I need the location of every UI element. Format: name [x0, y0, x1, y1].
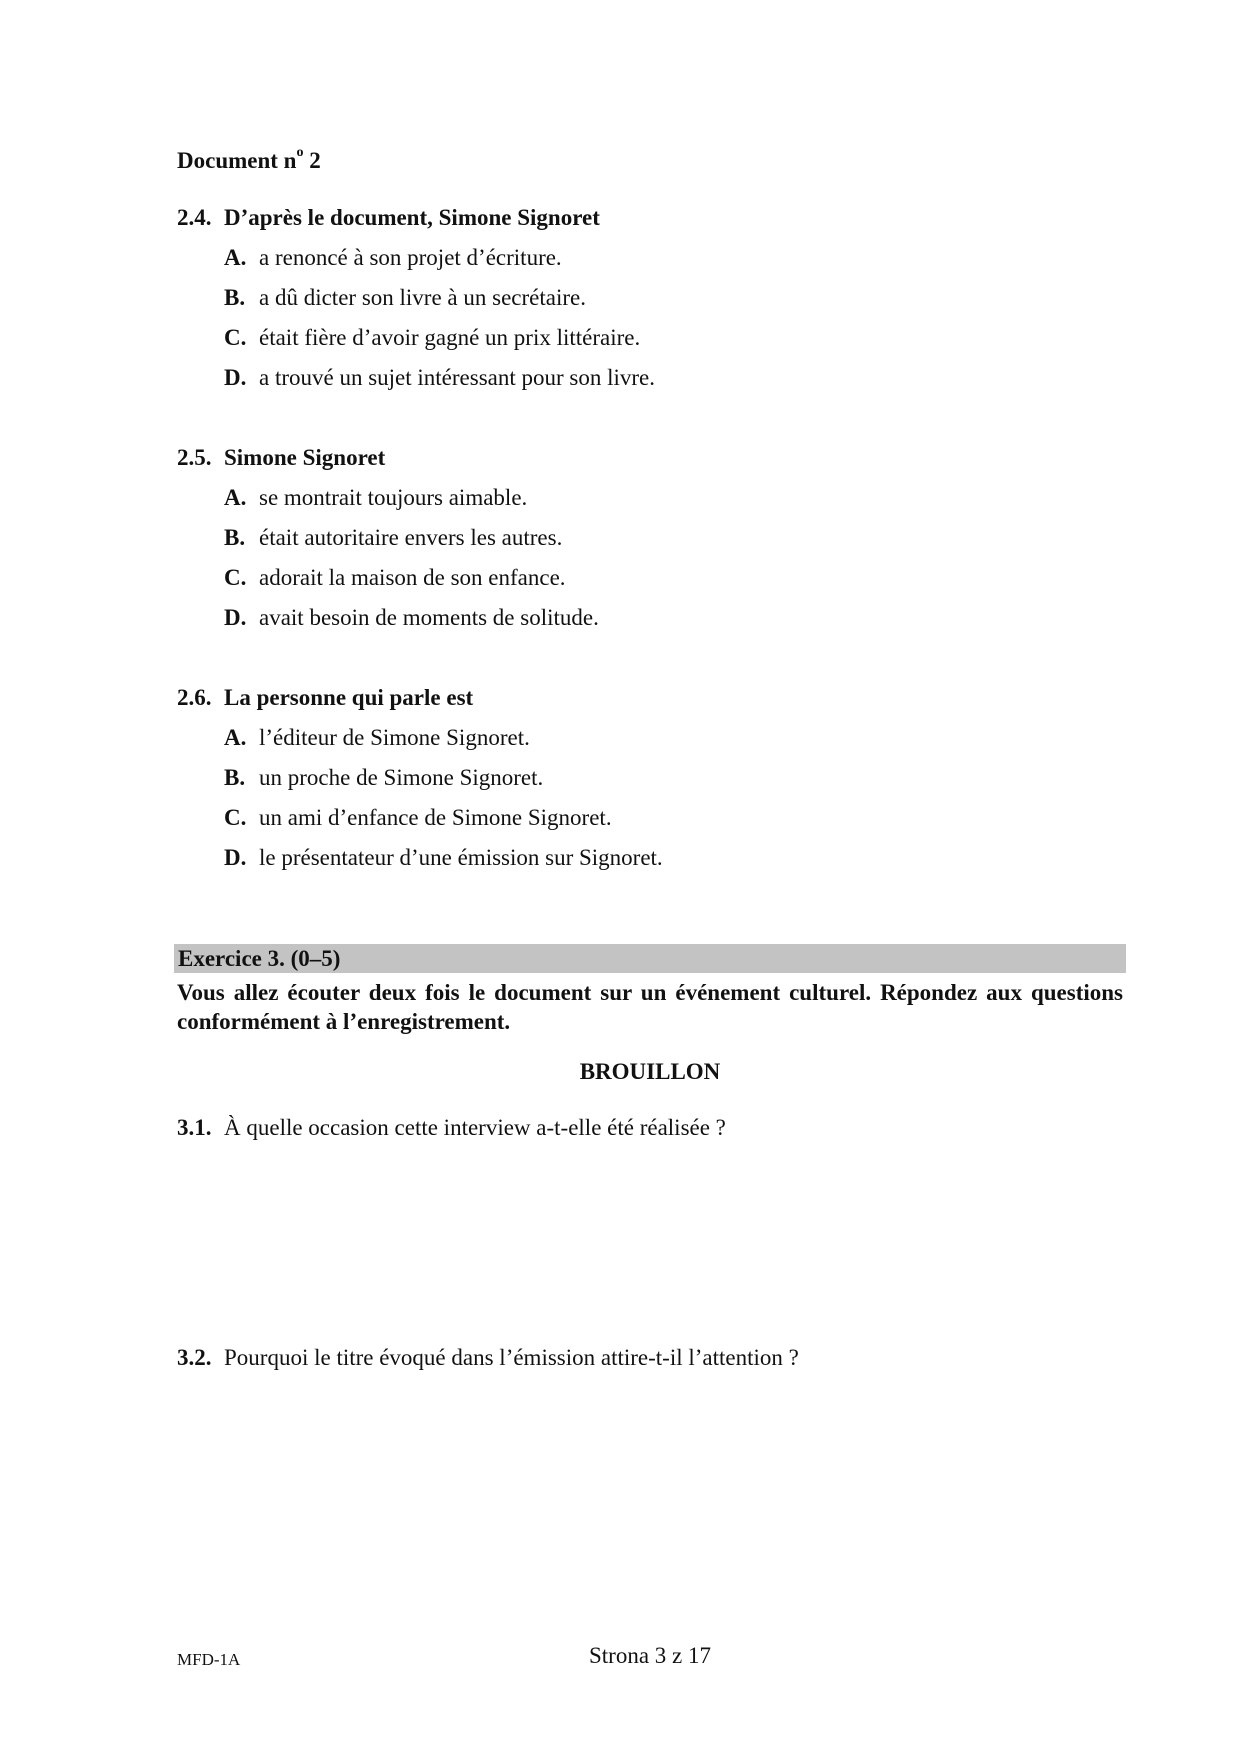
option-letter: A.: [224, 725, 247, 750]
option-letter: B.: [224, 285, 246, 310]
option-text: le présentateur d’une émission sur Signoret.: [259, 845, 663, 870]
question-number: 3.2.: [177, 1345, 212, 1370]
question-text: À quelle occasion cette interview a-t-elle été réalisée ?: [224, 1115, 726, 1140]
option-letter: B.: [224, 765, 246, 790]
option-letter: D.: [224, 365, 247, 390]
footer-page-number: Strona 3 z 17: [588, 1643, 711, 1668]
option-text: a dû dicter son livre à un secrétaire.: [259, 285, 586, 310]
option-text: se montrait toujours aimable.: [259, 485, 528, 510]
option-text: adorait la maison de son enfance.: [259, 565, 566, 590]
option-letter: C.: [224, 325, 247, 350]
question-text: Simone Signoret: [224, 445, 386, 470]
option-letter: D.: [224, 845, 247, 870]
document-heading-prefix: Document n: [177, 148, 297, 173]
question-number: 3.1.: [177, 1115, 212, 1140]
option-letter: B.: [224, 525, 246, 550]
question-number: 2.4.: [177, 205, 212, 230]
option-text: a renoncé à son projet d’écriture.: [259, 245, 562, 270]
option-text: l’éditeur de Simone Signoret.: [259, 725, 530, 750]
option-text: était autoritaire envers les autres.: [259, 525, 563, 550]
option-letter: C.: [224, 805, 247, 830]
option-letter: A.: [224, 245, 247, 270]
question-number: 2.6.: [177, 685, 212, 710]
question-text: Pourquoi le titre évoqué dans l’émission attire-t-il l’attention ?: [224, 1345, 799, 1370]
option-letter: A.: [224, 485, 247, 510]
exercise-instruction: Vous allez écouter deux fois le document sur un événement culturel. Répondez aux questions conformément à l’enregistrement.: [177, 980, 1123, 1034]
option-letter: C.: [224, 565, 247, 590]
question-text: D’après le document, Simone Signoret: [224, 205, 600, 230]
exercise-title: Exercice 3. (0–5): [178, 946, 341, 971]
document-heading-sup: o: [296, 145, 304, 160]
document-heading-number: 2: [303, 148, 321, 173]
footer-code: MFD-1A: [177, 1650, 241, 1669]
option-letter: D.: [224, 605, 247, 630]
option-text: un proche de Simone Signoret.: [259, 765, 544, 790]
document-heading: [177, 145, 321, 174]
option-text: était fière d’avoir gagné un prix littéraire.: [259, 325, 641, 350]
option-text: un ami d’enfance de Simone Signoret.: [259, 805, 612, 830]
brouillon-label: BROUILLON: [579, 1059, 721, 1084]
question-text: La personne qui parle est: [224, 685, 474, 710]
option-text: a trouvé un sujet intéressant pour son livre.: [259, 365, 656, 390]
question-number: 2.5.: [177, 445, 212, 470]
option-text: avait besoin de moments de solitude.: [259, 605, 599, 630]
